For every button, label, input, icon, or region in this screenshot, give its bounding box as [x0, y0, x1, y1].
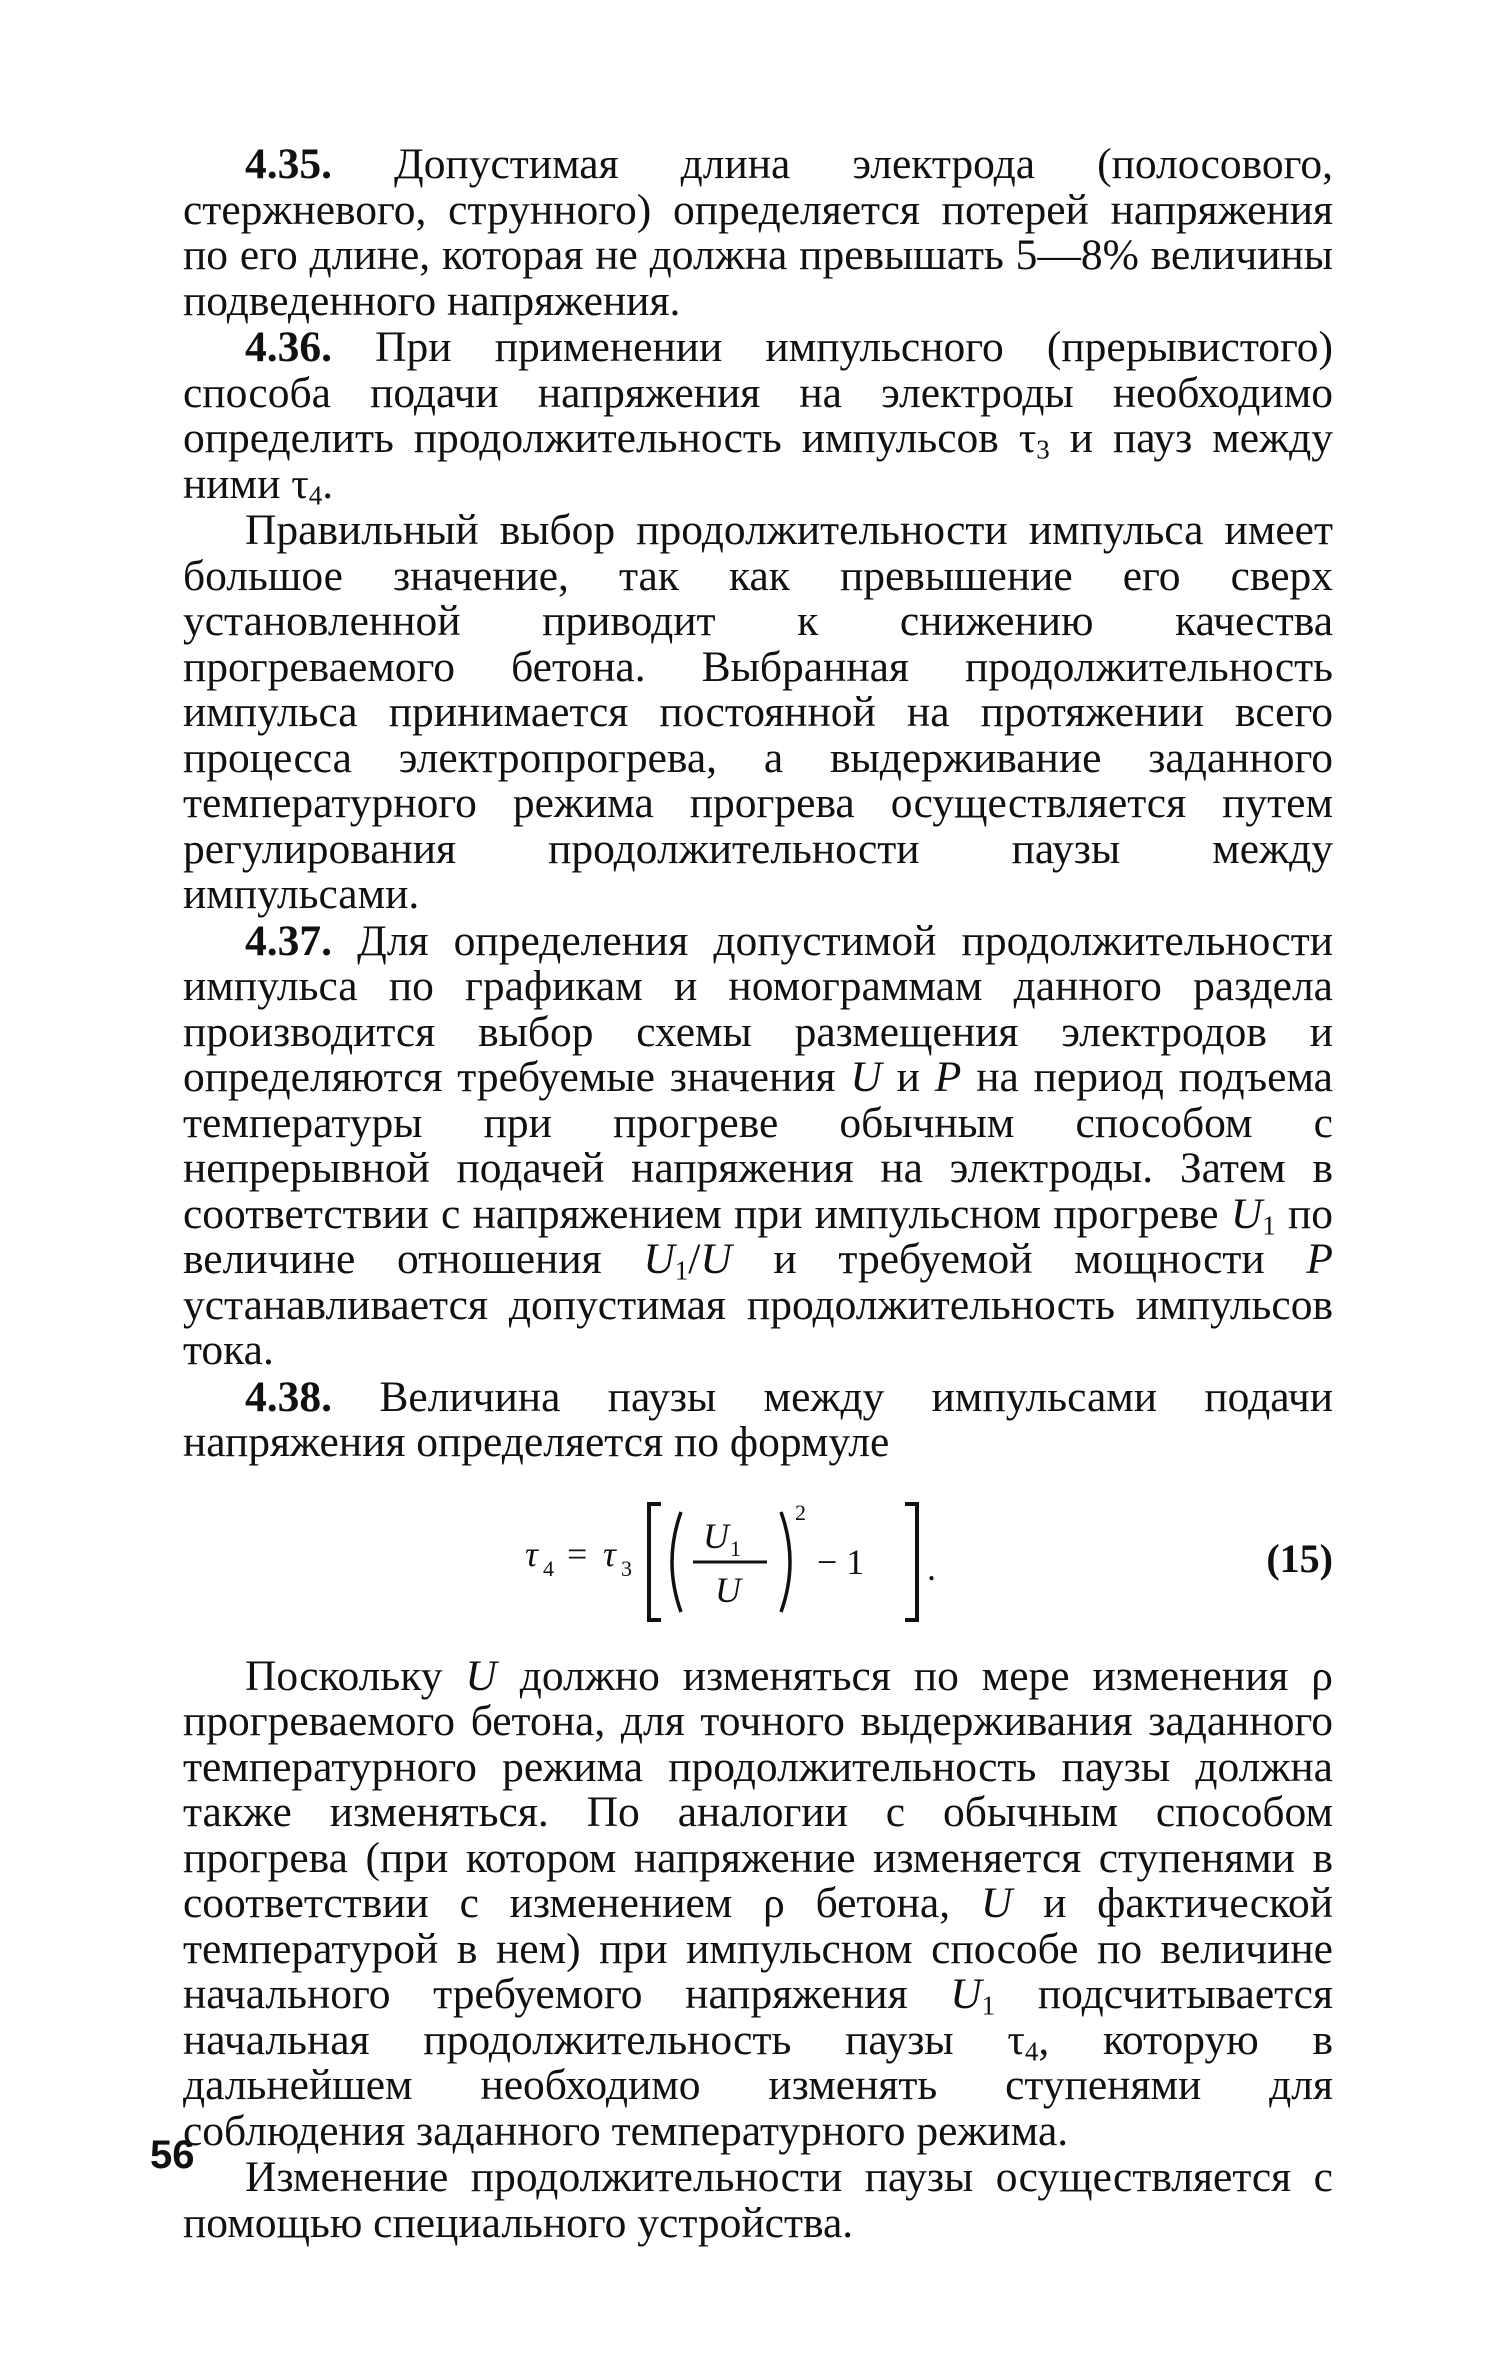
- paragraph-text: Поскольку: [245, 1651, 466, 1700]
- voltage-1-symbol: U: [1230, 1189, 1263, 1238]
- formula-equals: =: [567, 1533, 588, 1574]
- voltage-symbol: U: [465, 1651, 497, 1700]
- paragraph-4-35: [183, 142, 1333, 324]
- ratio-numerator-subscript: 1: [674, 1255, 689, 1286]
- right-parenthesis: [781, 1512, 790, 1612]
- paragraph-text: Допустимая длина электрода (полосового, стержневого, струнного) определяется потерей напряжения по его длине, которая не должна превышать 5—8% величины подведенного напряжения.: [183, 140, 1334, 325]
- paragraph-pause-change: [183, 2155, 1333, 2246]
- formula-exponent: 2: [795, 1499, 806, 1525]
- paragraph-pulse-duration: [183, 508, 1333, 918]
- formula-rhs: τ: [603, 1533, 616, 1574]
- paragraph-text: и требуемой мощности: [731, 1235, 1307, 1283]
- paragraph-text: на период подъема температуры при прогреве обычным способом с непрерывной подачей напряжения на электроды. Затем в соответствии с напряжением при импульсном прогреве: [183, 1053, 1333, 1238]
- paragraph-text: Изменение продолжительности паузы осуществляется с помощью специального устройства.: [183, 2153, 1333, 2247]
- ratio-numerator: U: [643, 1235, 675, 1283]
- formula-rhs-subscript: 3: [621, 1555, 632, 1581]
- clause-number: 4.38.: [245, 1372, 332, 1421]
- punctuation: .: [322, 459, 334, 508]
- paragraph-text: и: [881, 1053, 935, 1101]
- clause-number: 4.37.: [245, 916, 332, 965]
- paragraph-4-36: [183, 323, 1333, 511]
- tau-3-subscript: 3: [1036, 434, 1050, 465]
- tau-4-subscript: 4: [308, 480, 323, 511]
- tau-4-symbol: τ: [291, 459, 309, 508]
- paragraph-text: устанавливается допустимая продолжительность импульсов тока.: [183, 1280, 1333, 1374]
- power-symbol: P: [934, 1053, 962, 1101]
- right-square-bracket: [905, 1504, 917, 1620]
- formula-15: [183, 1486, 1333, 1636]
- paragraph-text: и фактической температурой в нем) при импульсном способе по величине начального требуемого напряжения: [183, 1879, 1334, 2018]
- formula-period: .: [927, 1547, 936, 1588]
- paragraph-text: и пауз между ними: [183, 414, 1333, 508]
- paragraph-text: подсчитывается начальная продолжительность паузы: [183, 1970, 1333, 2064]
- page-number: 56: [150, 2133, 195, 2177]
- fraction-numerator-subscript: 1: [730, 1535, 741, 1561]
- formula-expression: [525, 1496, 965, 1626]
- paragraph-text: Правильный выбор продолжительности импульса имеет большое значение, так как превышение его сверх установленной приводит к снижению качества прогреваемого бетона. Выбранная продолжительность импульса принимается постоянной на протяжении всего процесса электропрогрева, а выдерживание заданного температурного режима прогрева осуществляется путем регулирования продолжительности паузы между импульсами.: [183, 506, 1333, 918]
- paragraph-text: Величина паузы между импульсами подачи напряжения определяется по формуле: [183, 1372, 1334, 1466]
- fraction-numerator: U: [703, 1515, 729, 1556]
- paragraph-4-38: [183, 1372, 1334, 1466]
- power-symbol: P: [1306, 1235, 1333, 1283]
- page-body: [183, 142, 1333, 2246]
- tau-4-subscript: 4: [1024, 2036, 1039, 2067]
- formula-lhs-subscript: 4: [543, 1555, 554, 1581]
- paragraph-text: , которую в дальнейшем необходимо изменять ступенями для соблюдения заданного температурного режима.: [183, 2015, 1333, 2155]
- paragraph-text: При применении импульсного (прерывистого) способа подачи напряжения на электроды необходимо определить продолжительность импульсов: [183, 323, 1333, 462]
- left-square-bracket: [649, 1504, 661, 1620]
- left-parenthesis: [672, 1512, 681, 1612]
- tau-4-symbol: τ: [1007, 2015, 1025, 2064]
- voltage-1-symbol: U: [950, 1970, 982, 2018]
- voltage-symbol: U: [980, 1879, 1013, 1927]
- paragraph-variable-pause: [183, 1651, 1334, 2155]
- paragraph-text: должно изменяться по мере изменения ρ прогреваемого бетона, для точного выдерживания заданного температурного режима продолжительность паузы должна также изменяться. По аналогии с обычным способом прогрева (при котором напряжение изменяется ступенями в соответствии с изменением ρ бетона,: [183, 1651, 1333, 1927]
- voltage-1-subscript: 1: [981, 1990, 996, 2021]
- formula-lhs: τ: [525, 1533, 538, 1574]
- voltage-symbol: U: [850, 1053, 882, 1101]
- ratio-slash: /: [688, 1235, 701, 1283]
- paragraph-text: по величине отношения: [183, 1189, 1333, 1283]
- clause-number: 4.36.: [245, 323, 332, 371]
- clause-number: 4.35.: [245, 140, 332, 188]
- equation-number: (15): [1266, 1535, 1333, 1581]
- formula-minus-one: − 1: [817, 1541, 865, 1582]
- voltage-1-subscript: 1: [1262, 1210, 1276, 1241]
- fraction-denominator: U: [715, 1569, 741, 1610]
- ratio-denominator: U: [700, 1235, 732, 1283]
- paragraph-text: Для определения допустимой продолжительности импульса по графикам и номограммам данного раздела производится выбор схемы размещения электродов и определяются требуемые значения: [183, 916, 1333, 1101]
- tau-3-symbol: τ: [1018, 414, 1037, 462]
- paragraph-4-37: [183, 916, 1333, 1374]
